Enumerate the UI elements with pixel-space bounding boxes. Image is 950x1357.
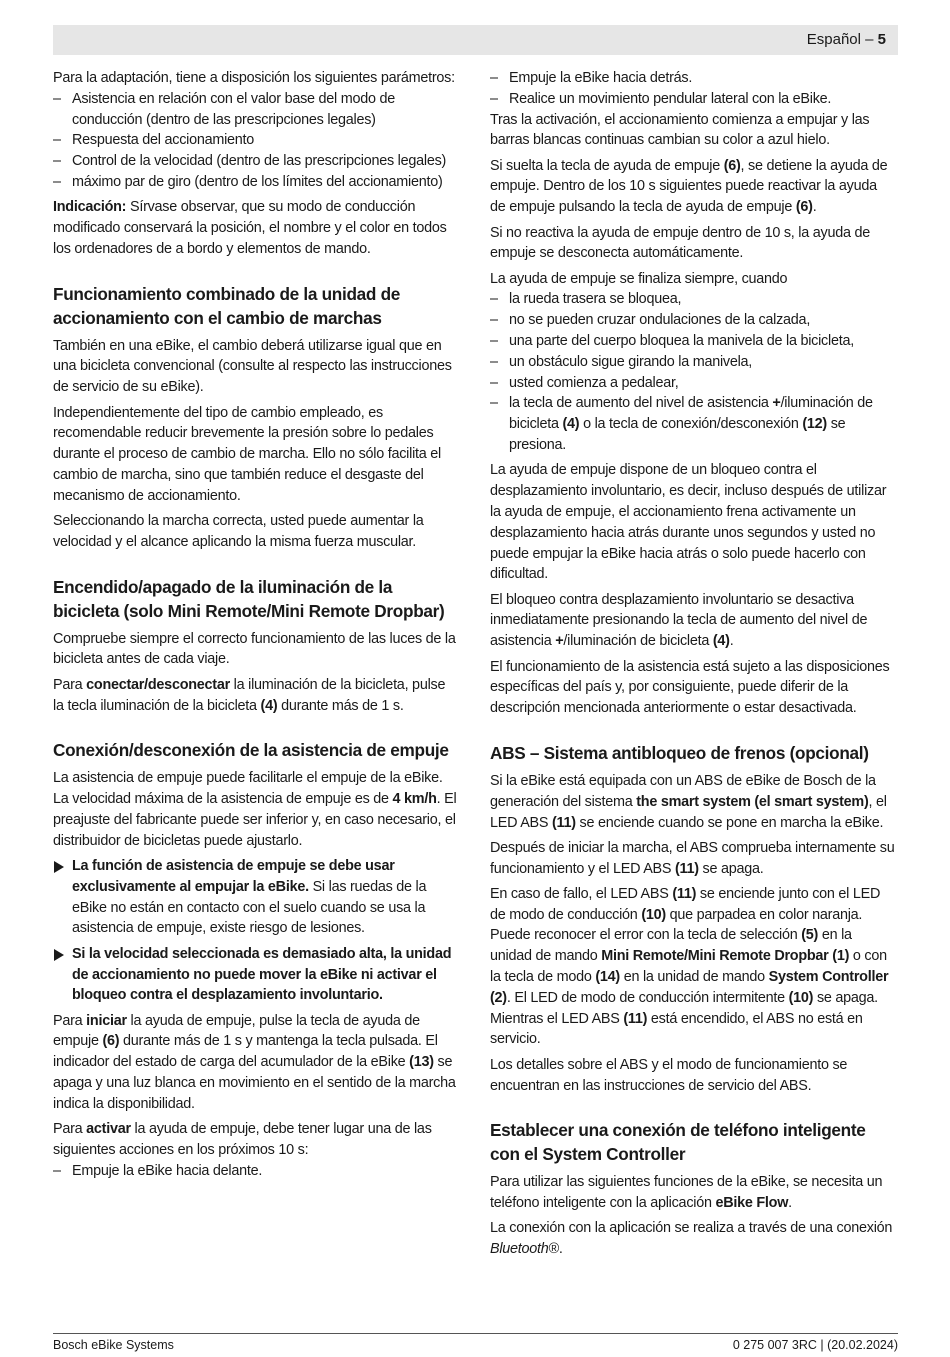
section-heading: Encendido/apagado de la iluminación de la bicicleta (solo Mini Remote/Mini Remote Dropbar) [53,576,445,621]
warning-list [53,856,458,1006]
text-span: (6) [795,199,813,216]
text-span: durante más de 1 s. [277,697,404,714]
note-text: Sírvase observar, que su modo de conducción modificado conservará la posición, el nombre y el color en todos los ordenadores de a bordo y elementos de mando. [53,199,447,257]
text-span: (10) [641,906,666,923]
text-span: . [812,199,817,216]
text-span: que parpadea en color naranja. Puede reconocer el error con la tecla de selección [490,906,863,944]
text-span: , el LED ABS [490,793,887,831]
paragraph [490,884,895,1050]
text-span: El bloqueo contra desplazamiento involuntario se desactiva inmediatamente presionando la tecla de aumento del nivel de asistencia [490,591,868,650]
text-span: Después de iniciar la marcha, el ABS comprueba internamente su funcionamiento y el LED ABS [490,839,895,877]
list-item: – Respuesta del accionamiento [53,130,458,151]
list-item: – Realice un movimiento pendular lateral con la eBike. [490,89,895,110]
text-span: . [729,633,734,650]
list-item: – la rueda trasera se bloquea, [490,289,895,310]
paragraph: Para la adaptación, tiene a disposición los siguientes parámetros: [53,70,455,86]
paragraph [53,1011,458,1115]
paragraph: Los detalles sobre el ABS y el modo de funcionamiento se encuentran en las instrucciones de servicio del ABS. [490,1056,848,1094]
text-span: Si la velocidad seleccionada es demasiado alta, la unidad de accionamiento no puede mover la eBike ni activar el bloqueo contra el desplazamiento involuntario. [72,945,452,1004]
paragraph: Compruebe siempre el correcto funcionamiento de las luces de la bicicleta antes de cada viaje. [53,630,456,668]
text-span: (11) [623,1010,648,1027]
list-item: – Control de la velocidad (dentro de las prescripciones legales) [53,151,458,172]
left-column [53,68,458,1186]
text-span: En caso de fallo, el LED ABS [490,885,673,902]
text-span: (5) [801,927,819,944]
text-span: Para [53,1121,87,1138]
paragraph [490,771,895,833]
text-span: se apaga. [698,860,764,877]
text-span: (6) [723,157,741,174]
parameter-list [53,89,458,193]
text-span: Para [53,1012,87,1029]
list-item: – no se pueden cruzar ondulaciones de la calzada, [490,310,895,331]
warning-item [53,944,458,1006]
paragraph [53,768,458,851]
paragraph [53,675,458,717]
paragraph: Tras la activación, el accionamiento comienza a empujar y las barras blancas continuas cambian su color a azul hielo. [490,111,870,149]
text-span: (11) [674,860,699,877]
text-span: . El preajuste del fabricante puede ser inferior y, en caso necesario, el distribuidor de bicicletas puede ajustarlo. [53,791,457,849]
text-span: /iluminación de bicicleta [563,633,713,650]
text-span: . [788,1195,792,1212]
text-span: Si suelta la tecla de ayuda de empuje [490,157,724,174]
section-heading: Establecer una conexión de teléfono inteligente con el System Controller [490,1120,866,1165]
text-span: (4) [562,416,580,433]
warning-item [53,856,458,939]
list-item: – Empuje la eBike hacia detrás. [490,68,895,89]
paragraph: El funcionamiento de la asistencia está sujeto a las disposiciones específicas del país y, por consiguiente, puede diferir de la descripción mencionada anteriormente o estar desactivada. [490,658,890,717]
section-heading: Funcionamiento combinado de la unidad de accionamiento con el cambio de marchas [53,283,401,328]
text-span: Para utilizar las siguientes funciones de la eBike, se necesita un teléfono inteligente con la aplicación [490,1174,883,1212]
section-heading: ABS – Sistema antibloqueo de frenos (opcional) [490,742,869,763]
text-span: la ayuda de empuje, debe tener lugar una de las siguientes acciones en los próximos 10 s: [53,1121,432,1158]
activation-list-continued [490,68,895,110]
text-span: Para [53,676,87,693]
paragraph [53,1119,458,1161]
text-span: la tecla de aumento del nivel de asistencia [509,395,773,412]
paragraph [490,1172,895,1214]
text-span: está encendido, el ABS no está en servicio. [490,1010,863,1048]
header-page-label [807,31,886,48]
text-span: Mini Remote/Mini Remote Dropbar (1) [601,948,850,965]
text-span: (10) [788,989,814,1006]
paragraph: La ayuda de empuje se finaliza siempre, cuando [490,270,788,287]
text-span: se apaga y una luz blanca en movimiento en el sentido de la marcha indica la disponibilidad. [53,1054,456,1112]
text-span: + [772,395,781,412]
paragraph [490,590,895,652]
text-span: o con la tecla de modo [490,948,887,986]
text-span: /iluminación de bicicleta [509,395,873,433]
text-span: (11) [672,885,697,902]
text-span: (12) [802,416,827,433]
section-heading: Conexión/desconexión de la asistencia de empuje [53,740,449,761]
text-span: se apaga. Mientras el LED ABS [490,989,878,1027]
text-span: System Controller (2) [490,969,889,1006]
list-item: – usted comienza a pedalear, [490,373,895,394]
text-span: , se detiene la ayuda de empuje. Dentro de los 10 s siguientes puede reactivar la ayuda de empuje pulsando la tecla de ayuda de empuje [490,157,888,216]
text-span: conectar/desconectar [86,676,230,693]
paragraph: Seleccionando la marcha correcta, usted puede aumentar la velocidad y el alcance aplicando la misma fuerza muscular. [53,513,424,550]
paragraph [490,156,895,218]
text-span: Si la eBike está equipada con un ABS de eBike de Bosch de la generación del sistema [490,772,876,810]
text-span: (14) [595,969,620,986]
note-paragraph [53,197,458,259]
text-span: (11) [552,814,576,831]
text-span: Bluetooth [490,1241,549,1258]
text-span: La asistencia de empuje puede facilitarle el empuje de la eBike. La velocidad máxima de la asistencia de empuje es de [53,770,443,808]
text-span: activar [86,1121,131,1138]
list-item: – Asistencia en relación con el valor base del modo de conducción (dentro de las prescripciones legales) [53,89,458,131]
text-span: (13) [409,1054,434,1071]
paragraph [490,1218,895,1260]
footer-publisher: Bosch eBike Systems [53,1338,174,1352]
text-span: ®. [548,1241,563,1258]
footer-document-id: 0 275 007 3RC | (20.02.2024) [732,1338,898,1352]
text-span: durante más de 1 s y mantenga la tecla pulsada. El indicador del estado de carga del acumulador de la eBike [53,1033,438,1071]
arrow-icon [54,861,64,873]
text-span: La función de asistencia de empuje se debe usar exclusivamente al empujar la eBike. [72,858,395,895]
text-span: (4) [260,697,278,714]
list-item: – máximo par de giro (dentro de los límites del accionamiento) [53,172,458,193]
text-span: la iluminación de la bicicleta, pulse la tecla iluminación de la bicicleta [53,676,446,714]
text-span: Si las ruedas de la eBike no están en contacto con el suelo cuando se usa la asistencia de empuje, existe riesgo de lesiones. [72,878,427,937]
text-span: (6) [102,1033,120,1050]
text-span: o la tecla de conexión/desconexión [579,416,803,433]
end-conditions-list [490,289,895,455]
text-span: eBike Flow [715,1195,789,1212]
text-span: La conexión con la aplicación se realiza a través de una conexión [490,1220,893,1237]
paragraph [490,838,895,880]
text-span: the smart system (el smart system) [636,793,869,810]
text-span: iniciar [86,1012,127,1029]
text-span: . El LED de modo de conducción intermitente [506,989,789,1006]
page-number: 5 [877,31,886,48]
text-span: (4) [712,633,730,650]
text-span: en la unidad de mando [490,927,852,965]
footer-divider [53,1333,898,1334]
text-span: en la unidad de mando [619,969,769,986]
list-item: – Empuje la eBike hacia delante. [53,1161,458,1182]
text-span: 4 km/h [392,791,437,808]
header-language: Español – [806,31,874,48]
paragraph: Independientemente del tipo de cambio empleado, es recomendable reducir brevemente la presión sobre lo pedales durante el proceso de cambio de marcha. Ello no sólo facilita el cambio de marcha, sino que también reduce el desgaste del mecanismo de accionamiento. [53,404,441,504]
text-span: la ayuda de empuje, pulse la tecla de ayuda de empuje [53,1012,420,1050]
list-item: – una parte del cuerpo bloquea la manivela de la bicicleta, [490,331,895,352]
note-label: Indicación: [53,199,127,216]
paragraph: La ayuda de empuje dispone de un bloqueo contra el desplazamiento involuntario, es decir, incluso después de utilizar la ayuda de empuje, el accionamiento frena activamente un desplazamiento hacia atrás durante unos segundos y usted no puede empujar la eBike hacia atrás o solo puede hacerlo con dificultad. [490,462,887,583]
page-header [53,25,898,55]
list-item [490,393,895,455]
list-item: – un obstáculo sigue girando la manivela, [490,352,895,373]
arrow-icon [54,949,64,961]
text-span: + [555,633,564,650]
text-span: se enciende junto con el LED de modo de conducción [490,885,881,923]
right-column [490,68,895,1265]
activation-list [53,1161,458,1182]
paragraph: Si no reactiva la ayuda de empuje dentro de 10 s, la ayuda de empuje se desconecta automáticamente. [490,224,870,262]
text-span: se presiona. [509,416,846,454]
text-span: se enciende cuando se pone en marcha la eBike. [575,814,884,831]
paragraph: También en una eBike, el cambio deberá utilizarse igual que en una bicicleta convencional (consulte al respecto las instrucciones de servicio de su eBike). [53,337,452,396]
